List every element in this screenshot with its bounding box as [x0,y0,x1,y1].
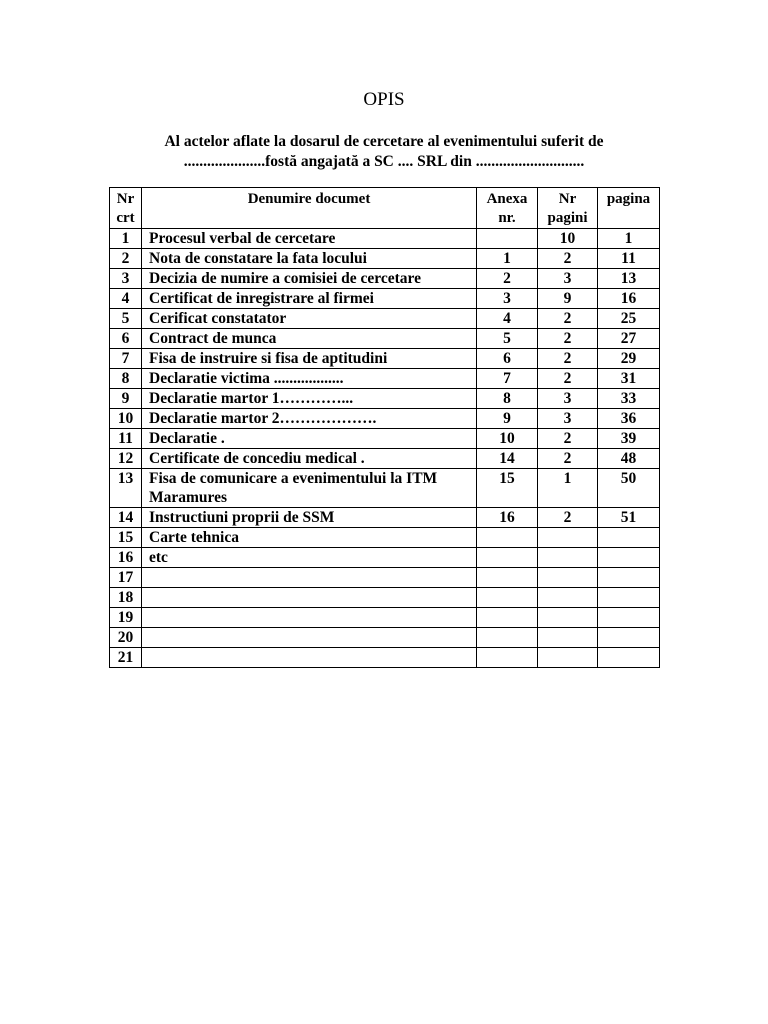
table-row [110,548,660,568]
table-row [110,628,660,648]
cell-denumire: etc [142,548,477,568]
cell-denumire-line-1: Fisa de comunicare a evenimentului la ITM [149,470,438,487]
cell-nr-pagini [538,588,598,608]
subtitle-line-2: .....................fostă angajată a SC .... SRL din ............................ [183,153,585,170]
cell-pagina: 33 [598,389,660,409]
cell-nr: 16 [110,548,142,568]
cell-denumire: Fisa de instruire si fisa de aptitudini [142,349,477,369]
cell-denumire: Declaratie martor 2………………. [142,409,477,429]
cell-pagina: 36 [598,409,660,429]
cell-nr: 13 [110,469,142,508]
table-row [110,528,660,548]
cell-denumire: Instructiuni proprii de SSM [142,508,477,528]
cell-nr: 1 [110,229,142,249]
cell-nr-pagini: 10 [538,229,598,249]
cell-nr-pagini: 2 [538,508,598,528]
cell-denumire: Contract de munca [142,329,477,349]
cell-nr-pagini: 2 [538,249,598,269]
cell-nr-pagini: 1 [538,469,598,508]
table-row [110,369,660,389]
cell-anexa [477,548,538,568]
cell-pagina [598,588,660,608]
cell-pagina [598,608,660,628]
cell-nr: 8 [110,369,142,389]
cell-denumire: Declaratie . [142,429,477,449]
cell-nr-pagini: 3 [538,389,598,409]
cell-nr-pagini [538,548,598,568]
cell-anexa [477,588,538,608]
cell-nr-pagini [538,648,598,668]
cell-nr-pagini: 2 [538,369,598,389]
cell-anexa: 9 [477,409,538,429]
cell-denumire: Certificat de inregistrare al firmei [142,289,477,309]
table-row [110,289,660,309]
cell-anexa: 1 [477,249,538,269]
cell-nr: 12 [110,449,142,469]
cell-nr: 11 [110,429,142,449]
cell-nr: 15 [110,528,142,548]
cell-nr: 17 [110,568,142,588]
cell-denumire: Procesul verbal de cercetare [142,229,477,249]
cell-denumire: Carte tehnica [142,528,477,548]
cell-denumire: Decizia de numire a comisiei de cercetare [142,269,477,289]
cell-nr: 10 [110,409,142,429]
table-row [110,269,660,289]
cell-nr-pagini: 2 [538,309,598,329]
table-row [110,409,660,429]
table-row [110,449,660,469]
cell-nr-pagini [538,568,598,588]
cell-pagina [598,628,660,648]
cell-nr-pagini: 9 [538,289,598,309]
cell-anexa: 6 [477,349,538,369]
document-subtitle [0,132,768,172]
cell-denumire [142,648,477,668]
cell-anexa [477,648,538,668]
cell-nr: 18 [110,588,142,608]
table-row [110,389,660,409]
cell-anexa [477,528,538,548]
cell-nr: 3 [110,269,142,289]
cell-anexa: 8 [477,389,538,409]
header-anexa: Anexa nr. [477,188,538,229]
table-row [110,648,660,668]
table-row [110,568,660,588]
table-header-row [110,188,660,229]
cell-nr: 7 [110,349,142,369]
cell-nr-pagini: 2 [538,429,598,449]
cell-pagina: 11 [598,249,660,269]
cell-nr-pagini: 2 [538,329,598,349]
opis-table [109,187,660,668]
subtitle-line-1: Al actelor aflate la dosarul de cercetare al evenimentului suferit de [164,133,604,150]
cell-nr-pagini: 3 [538,409,598,429]
cell-pagina: 50 [598,469,660,508]
cell-pagina [598,648,660,668]
cell-denumire: Declaratie victima .................. [142,369,477,389]
cell-anexa: 16 [477,508,538,528]
cell-pagina: 29 [598,349,660,369]
table-row [110,249,660,269]
cell-pagina: 51 [598,508,660,528]
cell-denumire [142,568,477,588]
cell-nr-pagini: 2 [538,449,598,469]
cell-nr-pagini [538,608,598,628]
cell-nr-pagini [538,528,598,548]
cell-denumire-line-2: Maramures [149,489,228,506]
header-nr-crt: Nr crt [110,188,142,229]
cell-anexa: 14 [477,449,538,469]
cell-nr: 21 [110,648,142,668]
cell-denumire: Cerificat constatator [142,309,477,329]
table-row [110,588,660,608]
table-row [110,229,660,249]
cell-denumire: Declaratie martor 1…………... [142,389,477,409]
cell-anexa: 2 [477,269,538,289]
header-pagina: pagina [598,188,660,229]
cell-pagina: 25 [598,309,660,329]
cell-nr-pagini [538,628,598,648]
cell-nr-pagini: 2 [538,349,598,369]
cell-nr: 6 [110,329,142,349]
cell-nr: 20 [110,628,142,648]
cell-pagina: 48 [598,449,660,469]
cell-anexa: 15 [477,469,538,508]
cell-pagina: 27 [598,329,660,349]
cell-anexa: 10 [477,429,538,449]
cell-nr: 5 [110,309,142,329]
cell-pagina: 16 [598,289,660,309]
cell-anexa: 5 [477,329,538,349]
cell-anexa [477,568,538,588]
cell-pagina: 13 [598,269,660,289]
table-row [110,329,660,349]
cell-pagina: 1 [598,229,660,249]
cell-nr: 9 [110,389,142,409]
cell-nr-pagini: 3 [538,269,598,289]
cell-pagina [598,568,660,588]
cell-pagina: 31 [598,369,660,389]
page-title: OPIS [363,89,405,110]
cell-nr: 14 [110,508,142,528]
table-row [110,608,660,628]
table-row [110,429,660,449]
cell-anexa: 3 [477,289,538,309]
cell-anexa [477,608,538,628]
cell-anexa [477,229,538,249]
cell-denumire [142,608,477,628]
cell-nr: 19 [110,608,142,628]
cell-anexa: 7 [477,369,538,389]
table-row [110,469,660,508]
cell-denumire: Nota de constatare la fata locului [142,249,477,269]
table-row [110,309,660,329]
table-row [110,349,660,369]
cell-denumire [142,588,477,608]
cell-nr: 2 [110,249,142,269]
cell-denumire [142,628,477,648]
cell-denumire: Certificate de concediu medical . [142,449,477,469]
cell-pagina [598,528,660,548]
cell-pagina [598,548,660,568]
cell-denumire [142,469,477,508]
cell-anexa [477,628,538,648]
header-denumire: Denumire documet [142,188,477,229]
cell-nr: 4 [110,289,142,309]
cell-anexa: 4 [477,309,538,329]
header-nr-pagini: Nr pagini [538,188,598,229]
table-row [110,508,660,528]
cell-pagina: 39 [598,429,660,449]
